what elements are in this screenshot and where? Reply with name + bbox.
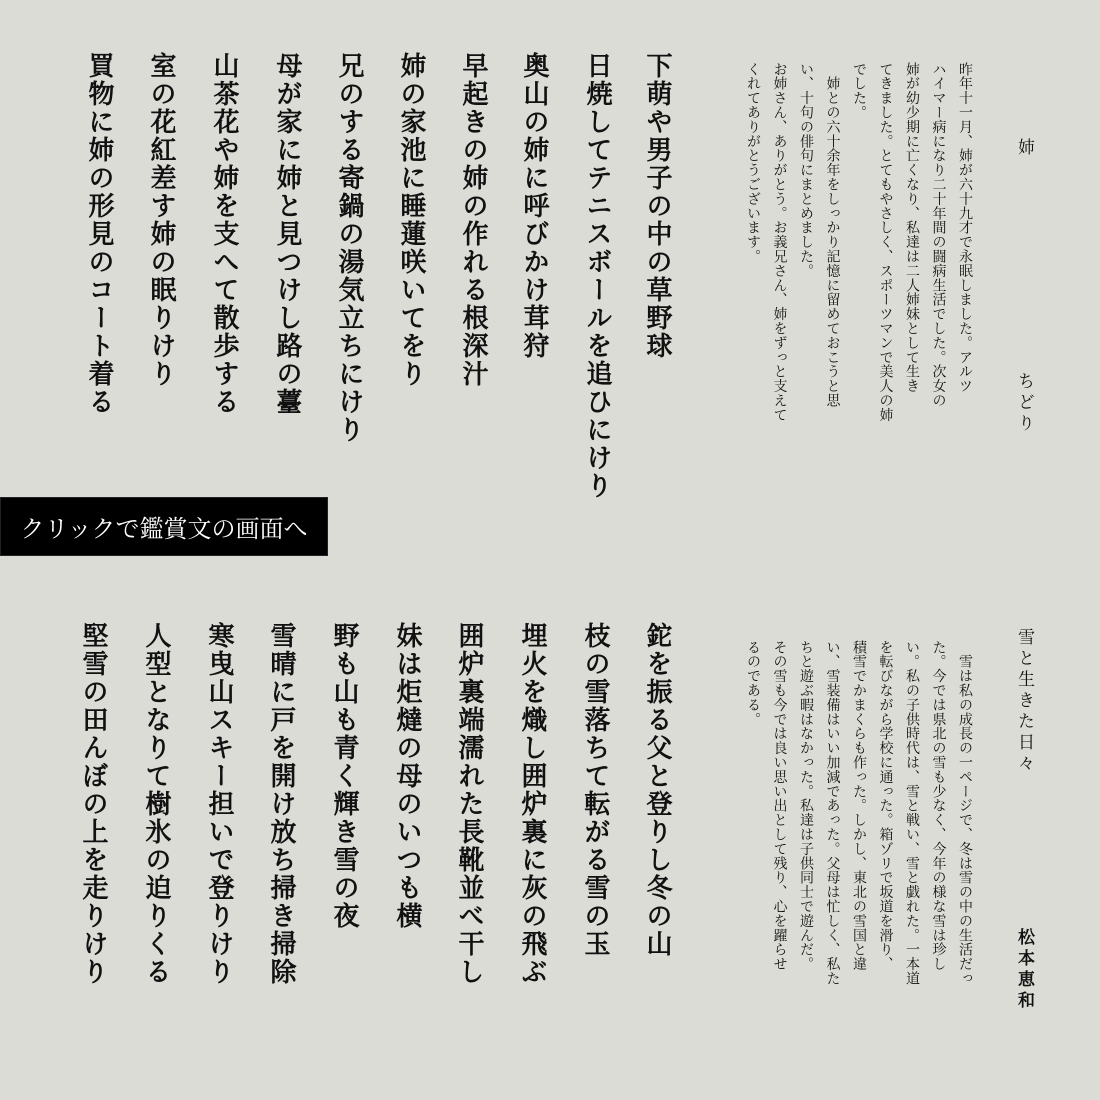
section2-haiku-9: 人型となりて樹氷の迫りくる (141, 622, 171, 986)
section2-haiku-1: 鉈を振る父と登りし冬の山 (642, 622, 672, 958)
section1-haiku-4: 早起きの姉の作れる根深汁 (458, 52, 488, 388)
section2-haiku-4: 囲炉裏端濡れた長靴並べ干し (454, 622, 484, 986)
section1-haiku-8: 山茶花や姉を支へて散歩する (209, 52, 239, 416)
section2-haiku-7: 雪晴に戸を開け放ち掃き掃除 (266, 622, 296, 986)
section1-author: ちどり (1014, 372, 1034, 435)
section1-haiku-2: 日焼してテニスボールを追ひにけり (582, 52, 612, 500)
section2-haiku-8: 寒曳山スキー担いで登りけり (204, 622, 234, 986)
section1-haiku-3: 奥山の姉に呼びかけ茸狩 (519, 52, 549, 360)
section2-haiku-5: 妹は炬燵の母のいつも横 (392, 622, 422, 930)
section2-title: 雪と生きた日々 (1014, 628, 1034, 775)
section1-title: 姉 (1014, 138, 1034, 159)
section1-haiku-10: 買物に姉の形見のコート着る (84, 52, 114, 416)
appreciation-screen-button[interactable]: クリックで鑑賞文の画面へ (0, 497, 328, 556)
section2-haiku-2: 枝の雪落ちて転がる雪の玉 (580, 622, 610, 958)
section1-haiku-5: 姉の家池に睡蓮咲いてをり (396, 52, 426, 388)
section1-haiku-1: 下萌や男子の中の草野球 (642, 52, 672, 360)
section2-haiku-6: 野も山も青く輝き雪の夜 (329, 622, 359, 930)
section1-haiku-6: 兄のする寄鍋の湯気立ちにけり (334, 52, 364, 444)
section1-prose: 昨年十一月、姉が六十九才で永眠しました。アルツ ハイマー病になり二十年間の闘病生活でした。次女の 姉が幼少期に亡くなり、私達は二人姉妹として生き てきました。とてもやさしく、スポーツマンで美人の姉 でした。 姉との六十余年をしっかり記憶に留めておこうと思 い、十句の俳句にまとめました。 お姉さん、ありがとう。お義兄さん、姉をずっと支えて くれてありがとうございます。 (745, 62, 973, 422)
section1-haiku-9: 室の花紅差す姉の眠りけり (146, 52, 176, 388)
section2-prose: 雪は私の成長の一ページで、冬は雪の中の生活だっ た。今では県北の雪も少なく、今年の様な雪は珍し い。私の子供時代は、雪と戦い、雪と戯れた。一本道 を転びながら学校に通った。箱ゾリで坂道を滑り、 積雪でかまくらも作った。しかし、東北の雪国と違 い、雪装備はいい加減であった。父母は忙しく、私た ちと遊ぶ暇はなかった。私達は子供同士で遊んだ。 その雪も今では良い思い出として残り、心を躍らせ るのである。 (745, 640, 973, 986)
section2-author: 松本恵和 (1014, 928, 1034, 1012)
section2-haiku-3: 埋火を熾し囲炉裏に灰の飛ぶ (517, 622, 547, 986)
section1-haiku-7: 母が家に姉と見つけし路の薹 (272, 52, 302, 416)
section2-haiku-10: 堅雪の田んぼの上を走りけり (78, 622, 108, 986)
